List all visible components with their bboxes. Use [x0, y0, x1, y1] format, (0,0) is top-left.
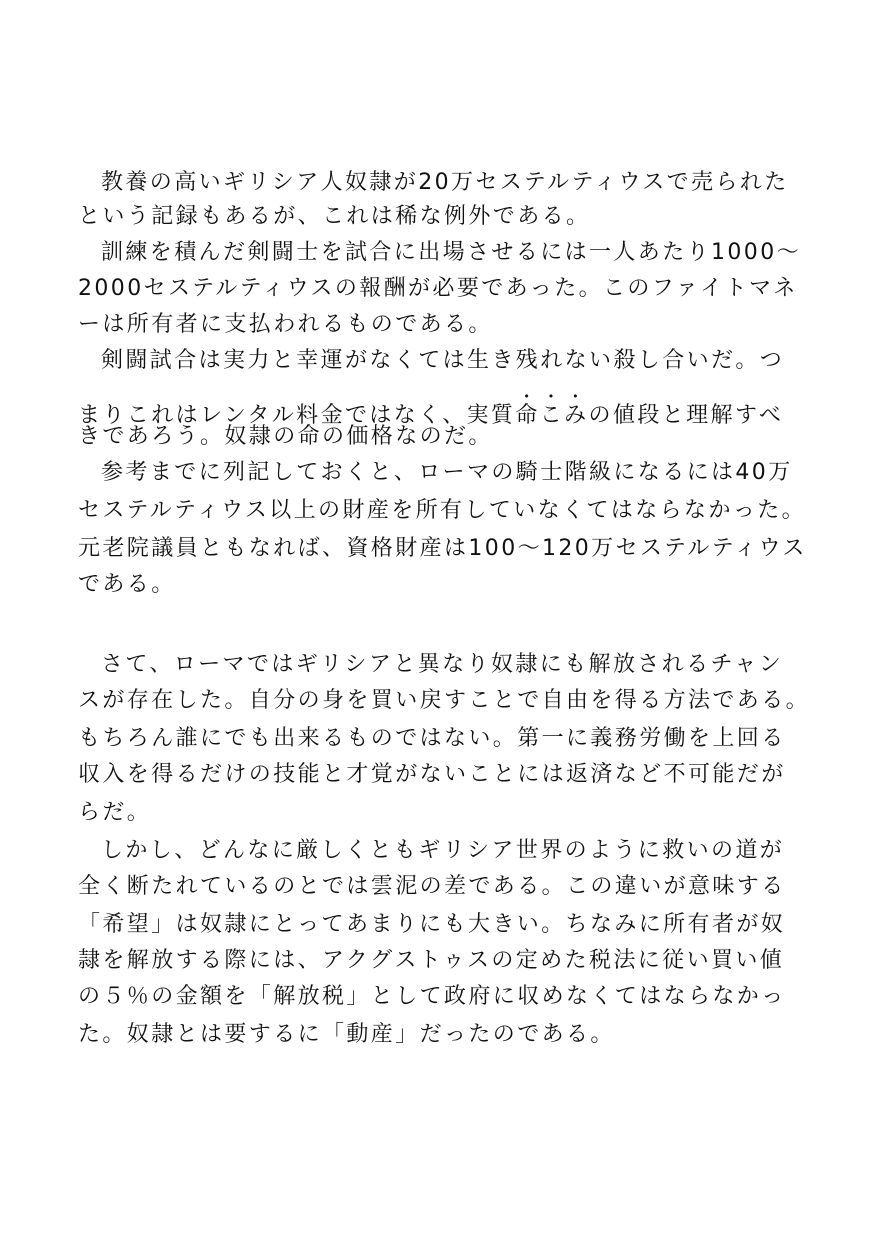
text-line: である。 [78, 572, 176, 597]
text-segment: の値段と理解すべ [588, 403, 784, 428]
text-line: さて、ローマではギリシアと異なり奴隷にも解放されるチャン [101, 652, 784, 677]
text-line: 「希望」は奴隷にとってあまりにも大きい。ちなみに所有者が奴 [78, 912, 786, 937]
text-line: 剣闘試合は実力と幸運がなくては生き残れない殺し合いだ。つ [101, 348, 785, 373]
text-line: 隷を解放する際には、アクグストゥスの定めた税法に従い買い値 [78, 948, 785, 973]
text-line: らだ。 [78, 800, 152, 825]
text-line: という記録もあるが、これは稀な例外である。 [78, 204, 591, 229]
text-line: 参考までに列記しておくと、ローマの騎士階級になるには40万 [101, 460, 793, 485]
text-line: 全く断たれているのとでは雲泥の差である。この違いが意味する [78, 874, 786, 899]
emphasis-text: 命こみ [515, 403, 589, 428]
text-line: ーは所有者に支払われるものである。 [78, 312, 493, 337]
text-line: 収入を得るだけの技能と才覚がないことには返済など不可能だが [78, 762, 786, 787]
text-line: た。奴隷とは要するに「動産」だったのである。 [78, 1022, 615, 1047]
text-line: きであろう。奴隷の命の価格なのだ。 [78, 424, 493, 449]
text-line: 2000セステルティウスの報酬が必要であった。このファイトマネ [78, 276, 798, 301]
text-line: の５％の金額を「解放税」として政府に収めなくてはならなかっ [78, 984, 786, 1009]
text-line: 教養の高いギリシア人奴隷が20万セステルティウスで売られた [101, 170, 789, 195]
text-line: セステルティウス以上の財産を所有していなくてはならなかった。 [78, 498, 807, 523]
text-line: しかし、どんなに厳しくともギリシア世界のように救いの道が [101, 838, 785, 863]
text-line: スが存在した。自分の身を買い戻すことで自由を得る方法である。 [78, 688, 811, 713]
text-segment: まりこれはレンタル料金ではなく、実質 [78, 403, 516, 428]
text-line: もちろん誰にでも出来るものではない。第一に義務労働を上回る [78, 726, 786, 751]
text-line: 元老院議員ともなれば、資格財産は100～120万セステルティウス [78, 536, 807, 561]
text-line: 訓練を積んだ剣闘士を試合に出場させるには一人あたり1000～ [101, 240, 801, 265]
